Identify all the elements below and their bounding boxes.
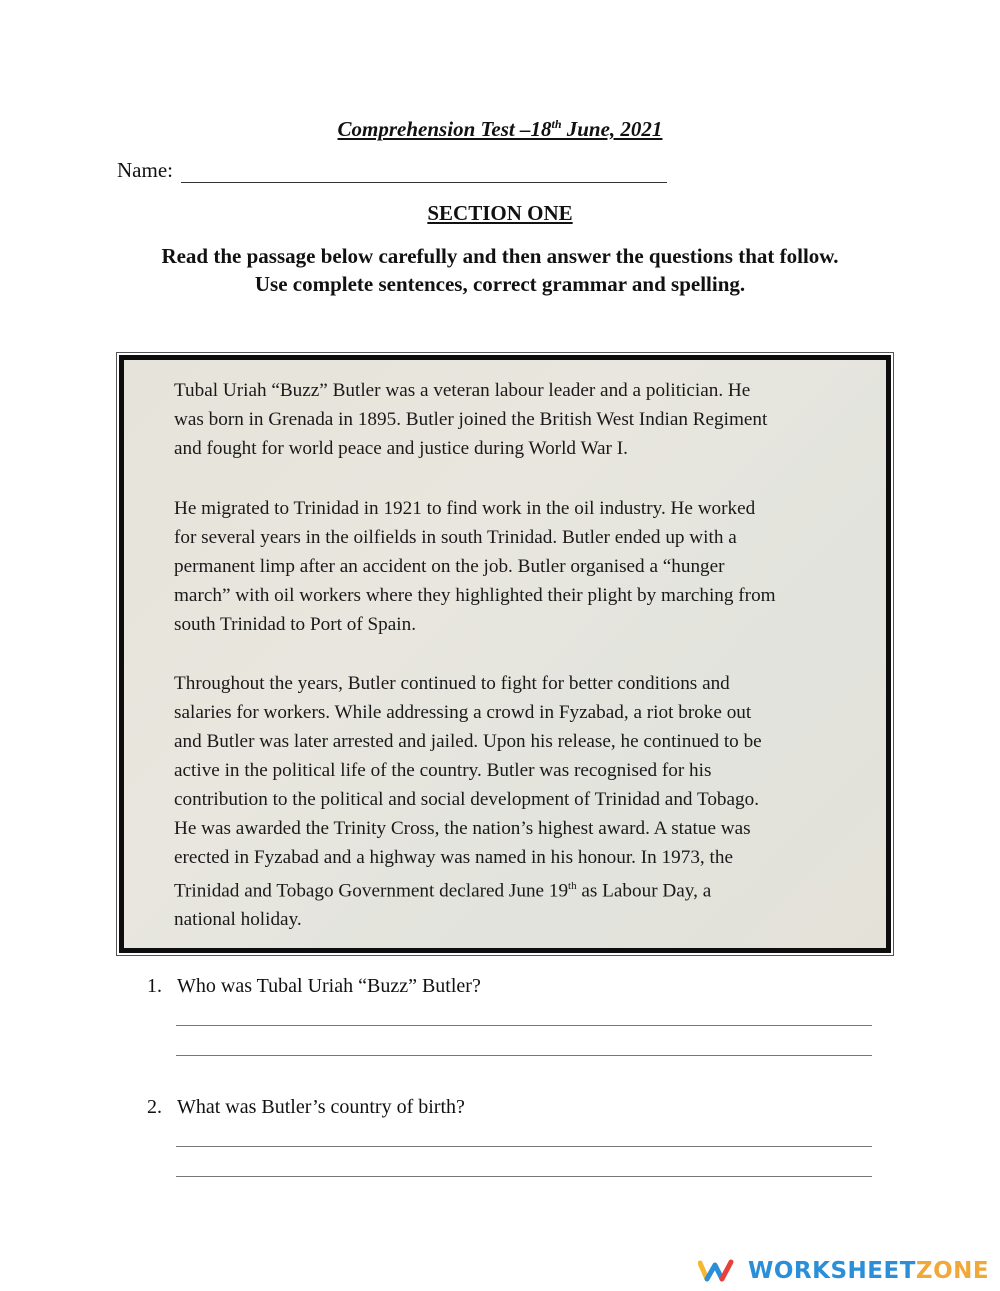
worksheetzone-logo[interactable] <box>698 1258 989 1284</box>
instructions: Read the passage below carefully and then answer the questions that follow. Use complete sentences, correct grammar and spelling. <box>161 244 839 296</box>
passage-paragraph-2: He migrated to Trinidad in 1921 to find work in the oil industry. He worked for several years in the oilfields in south Trinidad. Butler ended up with a permanent limp after an accident on the job. Butler organised a “hunger march” with oil workers where they highlighted their plight by marching from south Trinidad to Port of Spain. <box>174 498 776 635</box>
w-logo-icon <box>698 1259 734 1283</box>
name-row <box>117 158 667 183</box>
question-number: 2. <box>147 1096 162 1118</box>
passage-paragraph-1: Tubal Uriah “Buzz” Butler was a veteran labour leader and a politician. He was born in Grenada in 1895. Butler joined the British West Indian Regiment and fought for world peace and justice during World War I. <box>174 380 768 459</box>
answer-line-1a[interactable] <box>176 1025 872 1026</box>
passage-panel <box>119 355 891 953</box>
answer-line-1b[interactable] <box>176 1055 872 1056</box>
question-number: 1. <box>147 975 162 997</box>
passage-paragraph-3: Throughout the years, Butler continued to fight for better conditions and salaries for workers. While addressing a crowd in Fyzabad, a riot broke out and Butler was later arrested and jailed. Upon his release, he continued to be active in the political life of the country. Butler was recognised for his contribution to the political and social development of Trinidad and Tobago. He was awarded the Trinity Cross, the nation’s highest award. A statue was erected in Fyzabad and a highway was named in his honour. In 1973, the Trinidad and Tobago Government declared June 19th as Labour Day, a national holiday. <box>174 673 762 931</box>
answer-line-2a[interactable] <box>176 1146 872 1147</box>
section-title: SECTION ONE <box>427 201 573 225</box>
question-1 <box>147 975 481 998</box>
logo-text-worksheet: WORKSHEET <box>748 1258 916 1284</box>
logo-text-zone: ZONE <box>915 1258 990 1284</box>
question-2 <box>147 1096 465 1119</box>
passage-box <box>116 352 894 956</box>
name-label: Name: <box>117 158 173 182</box>
question-text: Who was Tubal Uriah “Buzz” Butler? <box>177 975 481 997</box>
question-text: What was Butler’s country of birth? <box>177 1096 465 1118</box>
name-field[interactable] <box>181 160 667 183</box>
answer-line-2b[interactable] <box>176 1176 872 1177</box>
test-title: Comprehension Test –18th June, 2021 <box>337 117 663 141</box>
